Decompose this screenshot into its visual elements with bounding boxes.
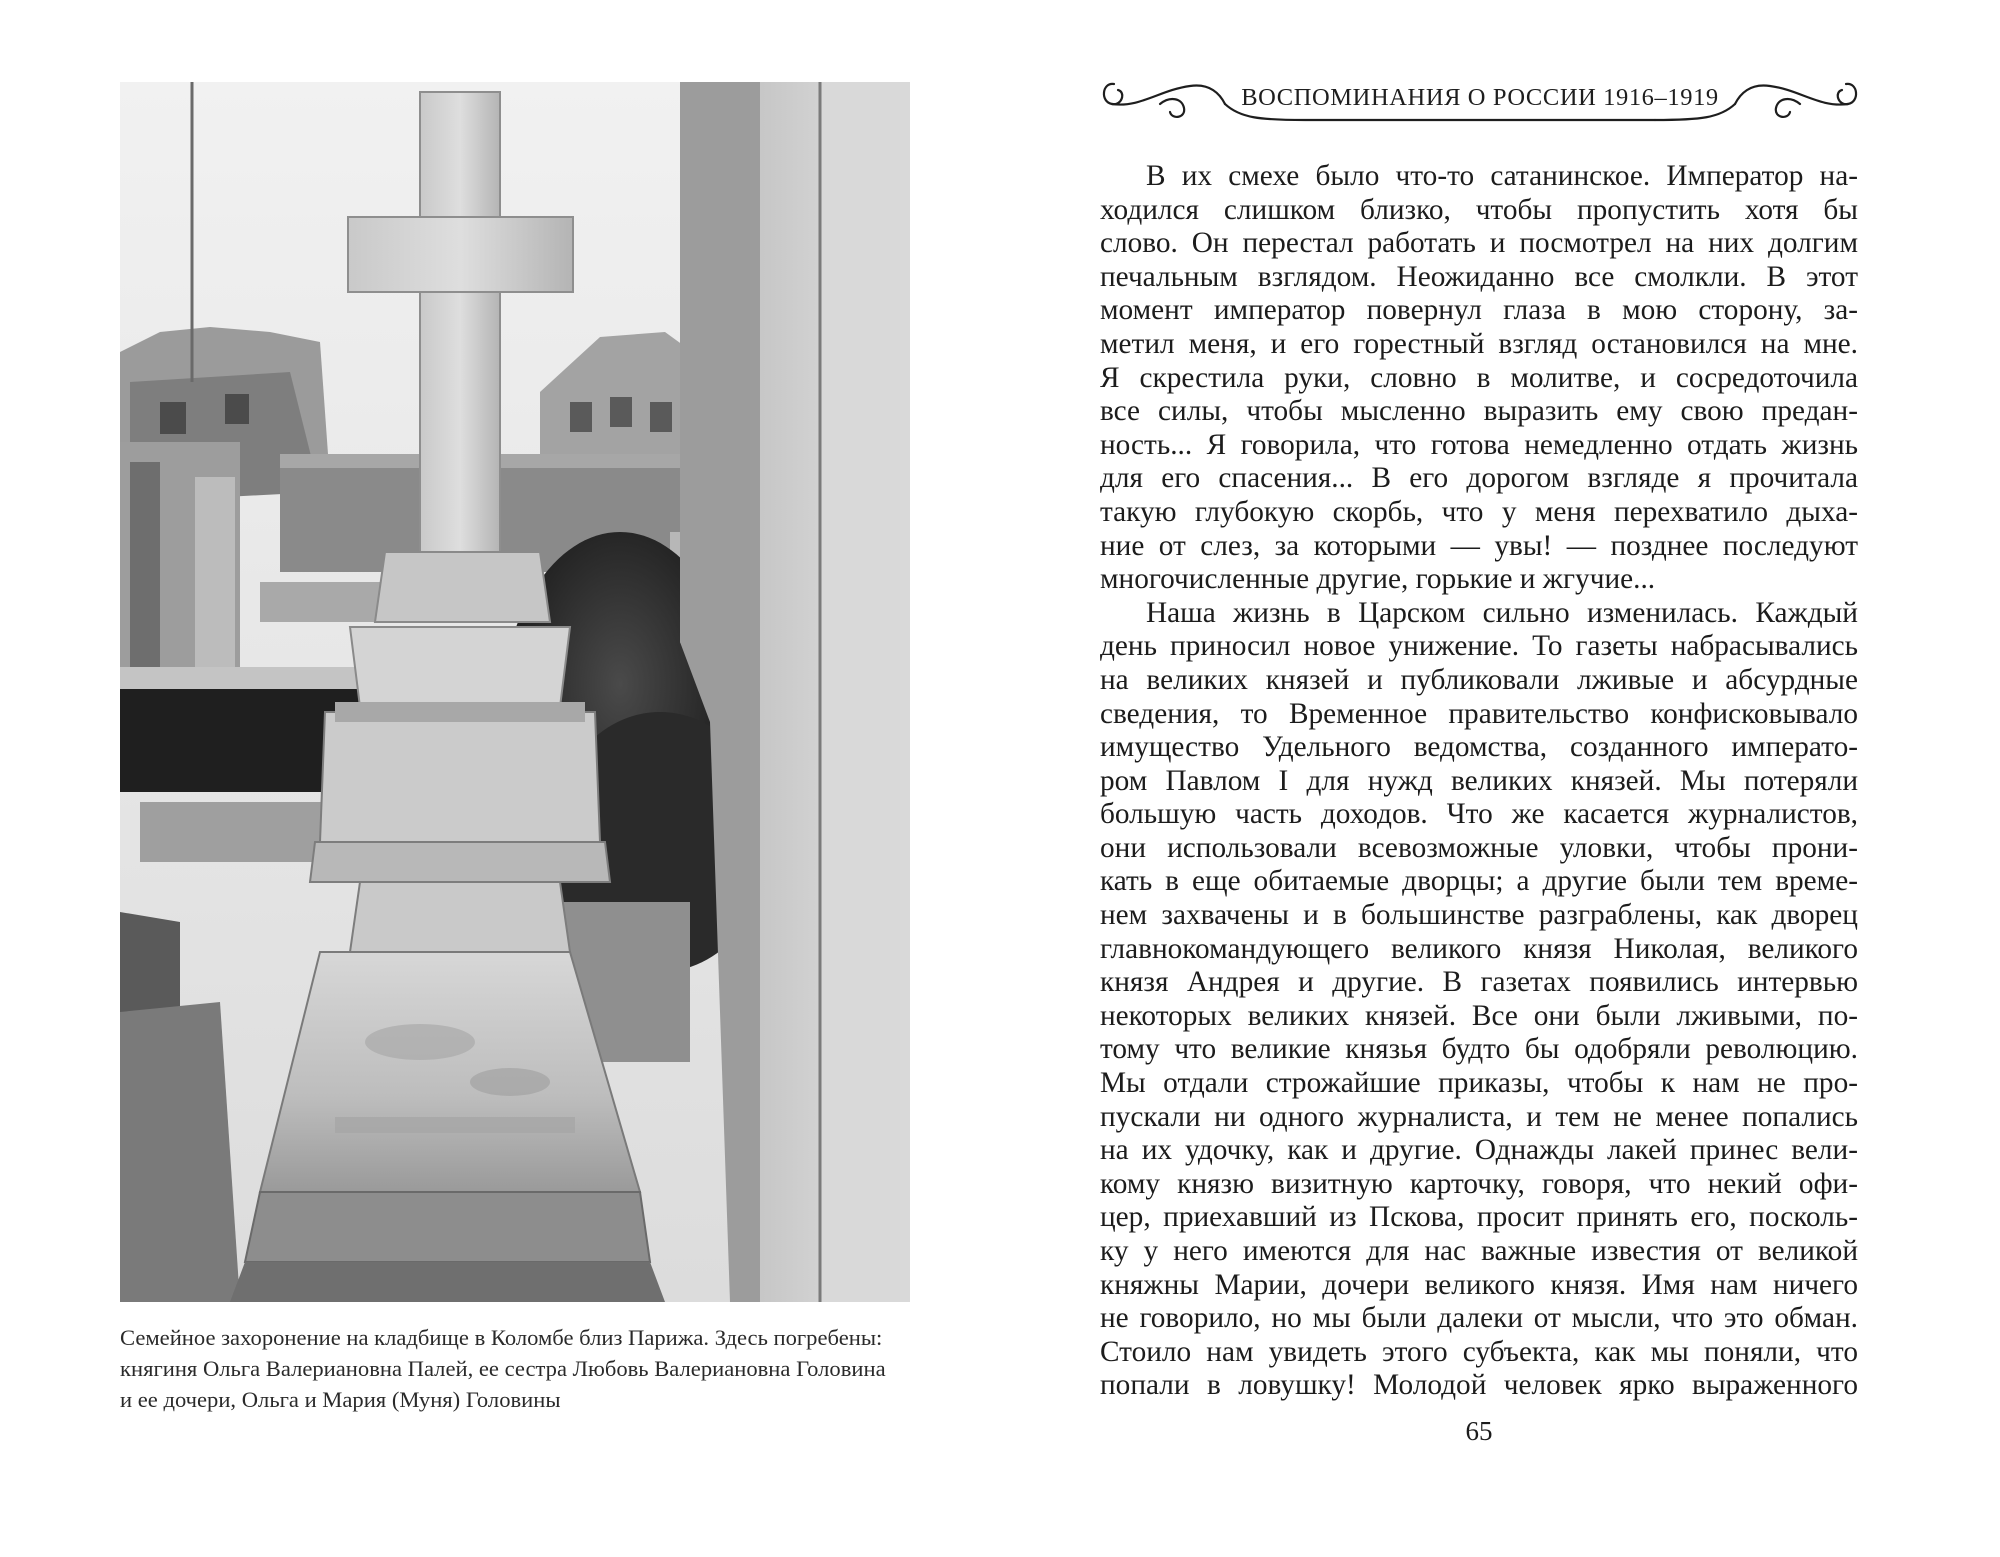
text-line: имущество Удельного ведомства, созданного императо- <box>1100 731 1858 764</box>
text-line: тому что великие князья будто бы одобряли революцию. <box>1100 1033 1858 1066</box>
running-header <box>1100 68 1860 140</box>
page-number: 65 <box>1465 1416 1493 1446</box>
text-line: пускали ни одного журналиста, и тем не менее попались <box>1100 1100 1858 1133</box>
text-line: нем захвачены и в большинстве разграблены, как дворец <box>1100 899 1858 932</box>
text-line: Мы отдали строжайшие приказы, чтобы к нам не про- <box>1100 1067 1858 1100</box>
text-line: цер, приехавший из Пскова, просит принять его, посколь- <box>1100 1201 1858 1234</box>
text-line: В их смехе было что-то сатанинское. Император на- <box>1146 160 1858 192</box>
text-line: главнокомандующего великого князя Николая, великого <box>1100 932 1858 965</box>
text-line: сведения, то Временное правительство конфисковывало <box>1100 697 1858 730</box>
text-line: ходился слишком близко, чтобы пропустить хотя бы <box>1100 193 1858 226</box>
text-line: ние от слез, за которыми — увы! — позднее последуют <box>1100 529 1858 562</box>
text-line: Стоило нам увидеть этого субъекта, как мы поняли, что <box>1100 1335 1858 1368</box>
text-line: попали в ловушку! Молодой человек ярко выраженного <box>1100 1369 1858 1402</box>
text-line: большую часть доходов. Что же касается журналистов, <box>1100 798 1858 831</box>
text-line: печальным взглядом. Неожиданно все смолкли. В этот <box>1100 260 1858 293</box>
text-line: ром Павлом I для нужд великих князей. Мы потеряли <box>1100 764 1858 797</box>
text-line: день приносил новое унижение. То газеты набрасывались <box>1100 630 1858 663</box>
caption-line: Семейное захоронение на кладбище в Коломбе близ Парижа. Здесь погребены: <box>120 1325 883 1350</box>
text-line: слово. Он перестал работать и посмотрел на них долгим <box>1100 227 1858 260</box>
text-line: многочисленные другие, горькие и жгучие... <box>1100 563 1656 596</box>
caption-line: княгиня Ольга Валериановна Палей, ее сестра Любовь Валериановна Головина <box>120 1356 886 1381</box>
text-line: все силы, чтобы мысленно выразить ему свою предан- <box>1100 395 1858 428</box>
grave-cross-image <box>120 82 910 1302</box>
running-title: ВОСПОМИНАНИЯ О РОССИИ 1916–1919 <box>1241 84 1719 111</box>
text-line: на великих князей и публиковали лживые и абсурдные <box>1100 663 1858 696</box>
text-line: княжны Марии, дочери великого князя. Имя нам ничего <box>1100 1268 1858 1301</box>
text-line: князя Андрея и другие. В газетах появились интервью <box>1100 966 1858 999</box>
cemetery-photo <box>120 82 910 1302</box>
text-line: ность... Я говорила, что готова немедленно отдать жизнь <box>1100 428 1858 461</box>
text-line: кать в еще обитаемые дворцы; а другие были тем време- <box>1100 865 1858 898</box>
text-line: некоторых великих князей. Все они были лживыми, по- <box>1100 999 1858 1032</box>
text-line: они использовали всевозможные уловки, чтобы прони- <box>1100 831 1858 864</box>
text-line: Я скрестила руки, словно в молитве, и сосредоточила <box>1100 361 1858 394</box>
text-line: ку у него имеются для нас важные известия от великой <box>1100 1235 1858 1267</box>
text-line: метил меня, и его горестный взгляд остановился на мне. <box>1100 327 1858 360</box>
text-line: такую глубокую скорбь, что у меня перехватило дыха- <box>1100 495 1858 528</box>
text-line: Наша жизнь в Царском сильно изменилась. Каждый <box>1146 596 1858 629</box>
body-text <box>1100 160 1858 1403</box>
text-line: не говорило, но мы были далеки от мысли, что это обман. <box>1100 1302 1858 1335</box>
caption-line: и ее дочери, Ольга и Мария (Муня) Головины <box>120 1387 561 1412</box>
text-line: для его спасения... В его дорогом взгляде я прочитала <box>1100 462 1858 495</box>
photo-caption <box>120 1322 920 1415</box>
text-line: на их удочку, как и другие. Однажды лакей принес вели- <box>1100 1134 1858 1167</box>
text-line: кому князю визитную карточку, говоря, что некий офи- <box>1100 1167 1858 1200</box>
text-line: момент император повернул глаза в мою сторону, за- <box>1100 294 1858 327</box>
